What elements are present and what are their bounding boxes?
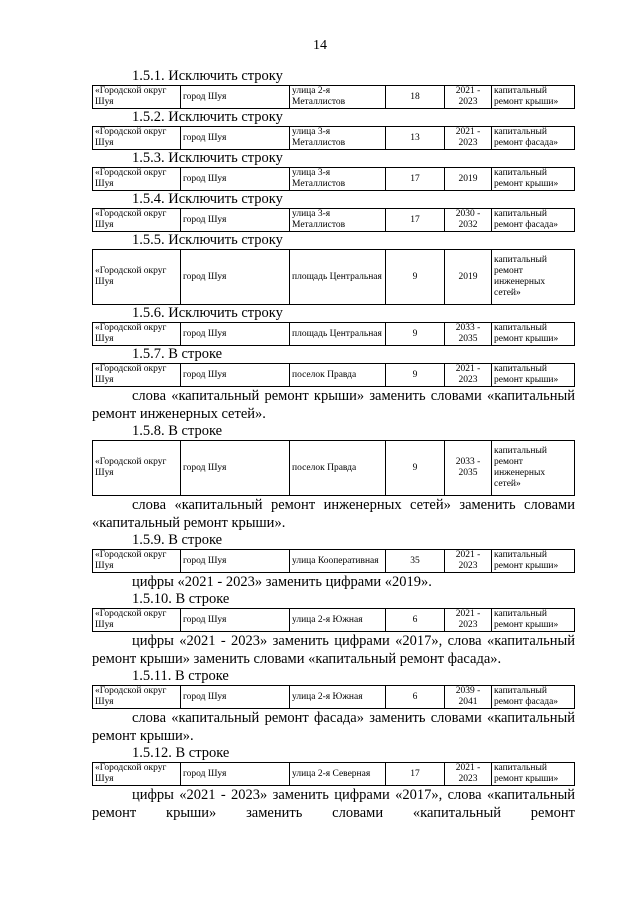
section-heading: 1.5.12. В строке [132, 745, 230, 761]
section-heading: 1.5.1. Исключить строку [132, 68, 283, 84]
cell-period: 2019 [445, 168, 492, 191]
address-table-row [92, 549, 575, 573]
cell-municipality: «Городской округ Шуя [93, 86, 181, 109]
cell-work-type: капитальный ремонт инженерных сетей» [492, 441, 575, 496]
section-heading: 1.5.11. В строке [132, 668, 229, 684]
page-number: 14 [313, 38, 327, 53]
cell-settlement: город Шуя [181, 609, 290, 632]
section-heading: 1.5.10. В строке [132, 591, 230, 607]
cell-settlement: город Шуя [181, 86, 290, 109]
cell-street: улица 2-я Металлистов [290, 86, 386, 109]
amendment-text: цифры «2021 - 2023» заменить цифрами «2019». [132, 574, 432, 590]
cell-house-number: 9 [386, 250, 445, 305]
cell-period: 2021 - 2023 [445, 609, 492, 632]
cell-work-type: капитальный ремонт крыши» [492, 364, 575, 387]
section-heading: 1.5.9. В строке [132, 532, 223, 548]
cell-street: поселок Правда [290, 364, 386, 387]
cell-work-type: капитальный ремонт крыши» [492, 86, 575, 109]
section-heading: 1.5.7. В строке [132, 346, 223, 362]
section-heading: 1.5.3. Исключить строку [132, 150, 283, 166]
address-table-row [92, 440, 575, 496]
address-table-row [92, 249, 575, 305]
amendment-text: цифры «2021 - 2023» заменить цифрами «2017», слова «капитальный ремонт крыши» заменить словами «капитальный ремонт [92, 787, 575, 821]
cell-period: 2030 - 2032 [445, 209, 492, 232]
address-table-row [92, 322, 575, 346]
amendment-text: слова «капитальный ремонт фасада» заменить словами «капитальный ремонт крыши». [92, 710, 575, 744]
cell-house-number: 17 [386, 763, 445, 786]
cell-settlement: город Шуя [181, 763, 290, 786]
cell-house-number: 35 [386, 550, 445, 573]
cell-house-number: 17 [386, 209, 445, 232]
cell-municipality: «Городской округ Шуя [93, 686, 181, 709]
address-table-row [92, 363, 575, 387]
section-heading: 1.5.5. Исключить строку [132, 232, 283, 248]
cell-period: 2021 - 2023 [445, 364, 492, 387]
cell-house-number: 17 [386, 168, 445, 191]
cell-municipality: «Городской округ Шуя [93, 250, 181, 305]
address-table-row [92, 167, 575, 191]
cell-period: 2021 - 2023 [445, 550, 492, 573]
cell-municipality: «Городской округ Шуя [93, 763, 181, 786]
cell-house-number: 9 [386, 441, 445, 496]
cell-work-type: капитальный ремонт крыши» [492, 609, 575, 632]
cell-settlement: город Шуя [181, 686, 290, 709]
cell-street: улица 3-я Металлистов [290, 127, 386, 150]
document-body [92, 68, 575, 840]
address-table-row [92, 608, 575, 632]
cell-street: площадь Центральная [290, 250, 386, 305]
section-heading: 1.5.6. Исключить строку [132, 305, 283, 321]
amendment-text: цифры «2021 - 2023» заменить цифрами «2017», слова «капитальный ремонт крыши» заменить словами «капитальный ремонт фасада». [92, 633, 575, 667]
cell-street: улица Кооперативная [290, 550, 386, 573]
cell-municipality: «Городской округ Шуя [93, 209, 181, 232]
cell-settlement: город Шуя [181, 323, 290, 346]
cell-municipality: «Городской округ Шуя [93, 364, 181, 387]
cell-work-type: капитальный ремонт крыши» [492, 763, 575, 786]
cell-settlement: город Шуя [181, 441, 290, 496]
cell-settlement: город Шуя [181, 168, 290, 191]
cell-house-number: 18 [386, 86, 445, 109]
cell-settlement: город Шуя [181, 364, 290, 387]
cell-period: 2033 - 2035 [445, 441, 492, 496]
cell-street: улица 2-я Южная [290, 609, 386, 632]
cell-municipality: «Городской округ Шуя [93, 550, 181, 573]
cell-street: площадь Центральная [290, 323, 386, 346]
cell-house-number: 6 [386, 686, 445, 709]
section-heading: 1.5.4. Исключить строку [132, 191, 283, 207]
cell-municipality: «Городской округ Шуя [93, 441, 181, 496]
cell-municipality: «Городской округ Шуя [93, 323, 181, 346]
cell-municipality: «Городской округ Шуя [93, 127, 181, 150]
amendment-text: слова «капитальный ремонт крыши» заменить словами «капитальный ремонт инженерных сетей». [92, 388, 575, 422]
cell-street: улица 3-я Металлистов [290, 168, 386, 191]
cell-street: поселок Правда [290, 441, 386, 496]
cell-work-type: капитальный ремонт инженерных сетей» [492, 250, 575, 305]
amendment-text: слова «капитальный ремонт инженерных сетей» заменить словами «капитальный ремонт крыши». [92, 497, 575, 531]
cell-period: 2033 - 2035 [445, 323, 492, 346]
cell-work-type: капитальный ремонт крыши» [492, 323, 575, 346]
cell-period: 2021 - 2023 [445, 763, 492, 786]
cell-municipality: «Городской округ Шуя [93, 168, 181, 191]
cell-work-type: капитальный ремонт фасада» [492, 127, 575, 150]
cell-settlement: город Шуя [181, 209, 290, 232]
section-heading: 1.5.2. Исключить строку [132, 109, 283, 125]
cell-period: 2021 - 2023 [445, 127, 492, 150]
cell-period: 2021 - 2023 [445, 86, 492, 109]
section-heading: 1.5.8. В строке [132, 423, 223, 439]
cell-house-number: 9 [386, 323, 445, 346]
cell-settlement: город Шуя [181, 127, 290, 150]
cell-house-number: 9 [386, 364, 445, 387]
cell-street: улица 2-я Северная [290, 763, 386, 786]
address-table-row [92, 208, 575, 232]
address-table-row [92, 85, 575, 109]
cell-street: улица 3-я Металлистов [290, 209, 386, 232]
cell-work-type: капитальный ремонт крыши» [492, 550, 575, 573]
address-table-row [92, 762, 575, 786]
cell-settlement: город Шуя [181, 550, 290, 573]
cell-settlement: город Шуя [181, 250, 290, 305]
cell-house-number: 13 [386, 127, 445, 150]
address-table-row [92, 685, 575, 709]
cell-work-type: капитальный ремонт фасада» [492, 209, 575, 232]
cell-house-number: 6 [386, 609, 445, 632]
cell-street: улица 2-я Южная [290, 686, 386, 709]
cell-period: 2019 [445, 250, 492, 305]
cell-work-type: капитальный ремонт крыши» [492, 168, 575, 191]
cell-period: 2039 - 2041 [445, 686, 492, 709]
cell-work-type: капитальный ремонт фасада» [492, 686, 575, 709]
cell-municipality: «Городской округ Шуя [93, 609, 181, 632]
address-table-row [92, 126, 575, 150]
